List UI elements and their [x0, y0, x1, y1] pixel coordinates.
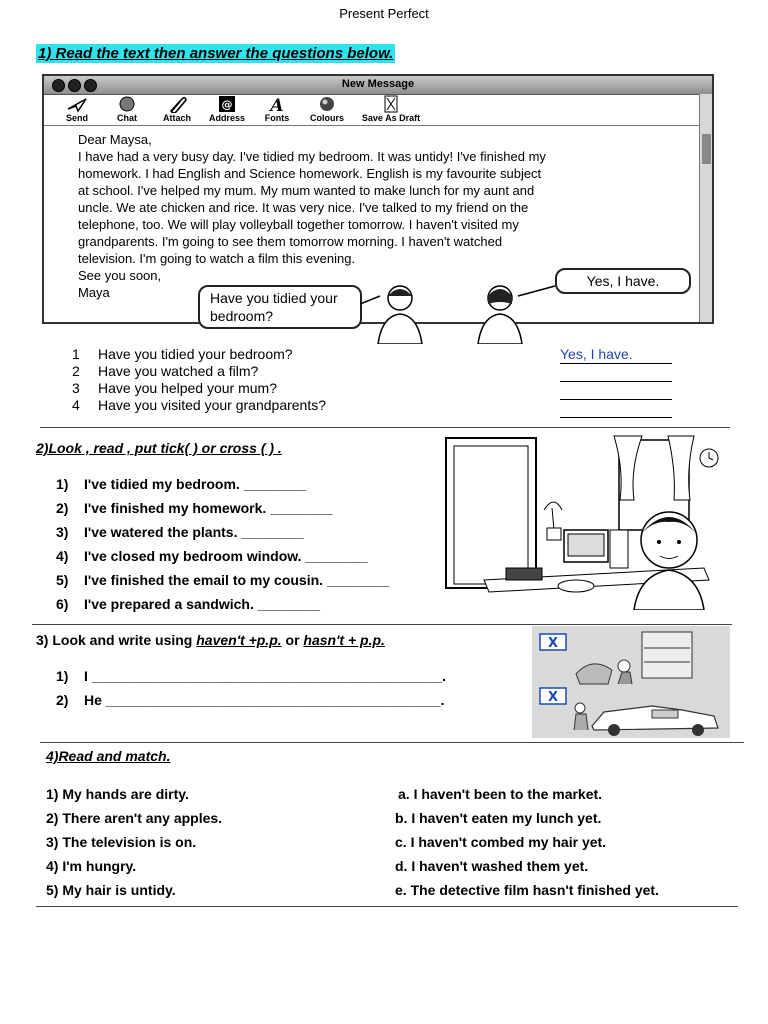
- send-button[interactable]: [56, 95, 98, 125]
- messy-room-car-illustration: [532, 626, 730, 738]
- item-number: 2): [56, 692, 69, 708]
- email-line: telephone, too. We will play volleyball together tomorrow. I haven't visited my: [78, 217, 519, 232]
- question-text: Have you tidied your bedroom?: [98, 346, 293, 362]
- at-sign-icon: [216, 95, 238, 113]
- email-toolbar: [44, 95, 712, 126]
- match-right-item: c. I haven't combed my hair yet.: [395, 834, 607, 850]
- chat-icon: [116, 95, 138, 113]
- email-line: television. I'm going to watch a film this evening.: [78, 251, 356, 266]
- item-text: I've finished the email to my cousin. ________: [84, 572, 390, 588]
- send-icon: [66, 95, 88, 113]
- question-number: 4: [72, 397, 80, 413]
- match-left-item: 2) There aren't any apples.: [46, 810, 223, 826]
- item-text: I _____________________________________________.: [84, 668, 447, 684]
- draft-icon: [380, 95, 402, 113]
- question-item: [72, 380, 326, 397]
- question-text: Have you helped your mum?: [98, 380, 277, 396]
- email-line: at school. I've helped my mum. My mum wanted to make lunch for my aunt and: [78, 183, 535, 198]
- attach-label: Attach: [162, 113, 191, 123]
- answer-blank[interactable]: [560, 364, 672, 382]
- answer-blank[interactable]: [560, 400, 672, 418]
- chat-button[interactable]: [106, 95, 148, 125]
- list-item: [56, 544, 389, 568]
- section2-list: [56, 472, 389, 616]
- email-line: See you soon,: [78, 268, 162, 283]
- question-text: Have you visited your grandparents?: [98, 397, 327, 413]
- list-item: [56, 592, 389, 616]
- cross-mark: X: [547, 636, 559, 651]
- section4-title: 4)Read and match.: [46, 748, 171, 764]
- divider: [40, 742, 744, 743]
- section3-title-prefix: 3) Look and write using: [36, 632, 197, 648]
- match-left-item: 1) My hands are dirty.: [46, 786, 189, 802]
- address-button[interactable]: [206, 95, 248, 125]
- answer-blank[interactable]: [560, 382, 672, 400]
- match-right-item: d. I haven't washed them yet.: [395, 858, 589, 874]
- save-as-draft-label: Save As Draft: [361, 113, 421, 123]
- scrollbar[interactable]: [699, 94, 712, 322]
- email-line: uncle. We ate chicken and rice. It was very nice. I've talked to my friend on the: [78, 200, 529, 215]
- section2-title: 2)Look , read , put tick( ) or cross ( ) .: [36, 440, 282, 456]
- svg-text:@: @: [221, 98, 233, 111]
- match-right-column: [395, 782, 659, 902]
- font-icon: [266, 95, 288, 113]
- item-text: I've prepared a sandwich. ________: [84, 596, 321, 612]
- item-text: I've tidied my bedroom. ________: [84, 476, 306, 492]
- section3-list: [56, 664, 446, 712]
- match-left-item: 5) My hair is untidy.: [46, 882, 176, 898]
- window-titlebar: [44, 76, 712, 95]
- fonts-label: Fonts: [264, 113, 290, 123]
- match-left-item: 3) The television is on.: [46, 834, 197, 850]
- email-line: grandparents. I'm going to see them tomorrow morning. I haven't watched: [78, 234, 503, 249]
- divider: [32, 624, 732, 625]
- item-number: 4): [56, 548, 69, 564]
- list-item: [56, 568, 389, 592]
- match-right-item: a. I haven't been to the market.: [398, 786, 603, 802]
- color-ball-icon: [316, 95, 338, 113]
- page-title: Present Perfect: [339, 6, 429, 21]
- item-text: I've watered the plants. ________: [84, 524, 304, 540]
- section1-title: 1) Read the text then answer the questions below.: [38, 45, 394, 62]
- section3-title-form2: hasn't + p.p.: [303, 632, 385, 648]
- example-answer: Yes, I have.: [560, 346, 672, 364]
- list-item: [56, 520, 389, 544]
- item-text: He ___________________________________________.: [84, 692, 445, 708]
- item-text: I've finished my homework. ________: [84, 500, 333, 516]
- item-number: 6): [56, 596, 69, 612]
- question-item: [72, 363, 326, 380]
- item-number: 3): [56, 524, 69, 540]
- list-item: [56, 664, 446, 688]
- list-item: [56, 472, 389, 496]
- question-number: 2: [72, 363, 80, 379]
- two-girls-illustration: [360, 282, 560, 344]
- match-left-item: 4) I'm hungry.: [46, 858, 137, 874]
- cross-mark: X: [547, 690, 559, 705]
- match-right-item: b. I haven't eaten my lunch yet.: [395, 810, 602, 826]
- section3-title-mid: or: [281, 632, 304, 648]
- svg-text:A: A: [270, 96, 284, 113]
- answer-lines: [560, 346, 672, 418]
- send-label: Send: [65, 113, 88, 123]
- email-line: homework. I had English and Science homework. English is my favourite subject: [78, 166, 542, 181]
- section3-title: [36, 632, 385, 648]
- item-number: 1): [56, 476, 69, 492]
- list-item: [56, 688, 446, 712]
- fonts-button[interactable]: [256, 95, 298, 125]
- email-line: I have had a very busy day. I've tidied my bedroom. It was untidy! I've finished my: [78, 149, 546, 164]
- section3-title-form1: haven't +p.p.: [196, 632, 282, 648]
- window-title: New Message: [341, 78, 415, 90]
- divider: [36, 906, 738, 907]
- question-text: Have you watched a film?: [98, 363, 259, 379]
- scroll-thumb[interactable]: [702, 134, 711, 164]
- list-item: [56, 496, 389, 520]
- answer-bubble: Yes, I have.: [555, 268, 691, 294]
- question-number: 3: [72, 380, 80, 396]
- colours-button[interactable]: [306, 95, 348, 125]
- question-list: [72, 346, 326, 414]
- match-right-item: e. The detective film hasn't finished yet.: [395, 882, 659, 898]
- question-number: 1: [72, 346, 80, 362]
- divider: [40, 427, 730, 428]
- question-item: [72, 397, 326, 414]
- attach-button[interactable]: [156, 95, 198, 125]
- boy-room-illustration: [444, 430, 729, 610]
- save-as-draft-button[interactable]: [356, 95, 426, 125]
- match-left-column: [46, 782, 222, 902]
- item-text: I've closed my bedroom window. ________: [84, 548, 368, 564]
- chat-label: Chat: [117, 113, 137, 123]
- item-number: 5): [56, 572, 69, 588]
- question-item: [72, 346, 326, 363]
- item-number: 1): [56, 668, 69, 684]
- address-label: Address: [208, 113, 245, 123]
- colours-label: Colours: [309, 113, 344, 123]
- item-number: 2): [56, 500, 69, 516]
- paperclip-icon: [166, 95, 188, 113]
- email-line: Maya: [78, 285, 110, 300]
- question-bubble: Have you tidied your bedroom?: [198, 285, 362, 329]
- email-line: Dear Maysa,: [78, 132, 152, 147]
